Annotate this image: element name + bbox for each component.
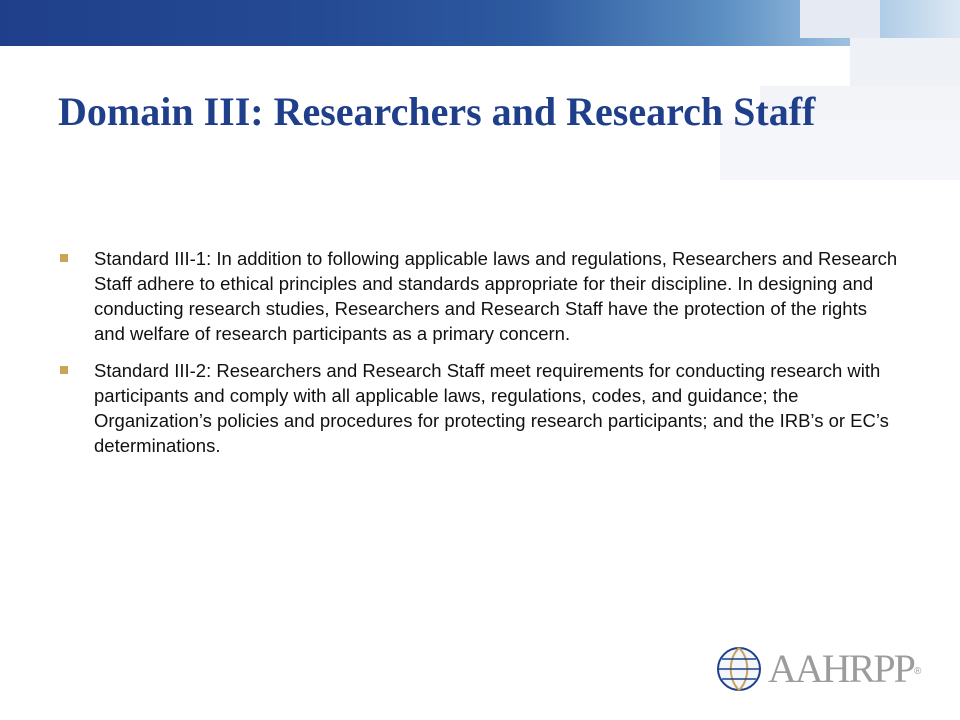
aahrpp-logo bbox=[716, 644, 926, 696]
bullet-list bbox=[58, 246, 898, 470]
decorative-step bbox=[800, 0, 880, 38]
slide-title: Domain III: Researchers and Research Staff bbox=[58, 89, 816, 134]
square-bullet-icon bbox=[60, 254, 68, 262]
bullet-item bbox=[58, 246, 898, 346]
bullet-text: Standard III-1: In addition to following applicable laws and regulations, Researchers and Research Staff adhere to ethical principles and standards appropriate for their discipline. In designing and conducting research studies, Researchers and Research Staff have the protection of the rights and welfare of research participants as a primary concern. bbox=[94, 248, 898, 344]
bullet-text: Standard III-2: Researchers and Research Staff meet requirements for conducting research with participants and comply with all applicable laws, regulations, codes, and guidance; the Organization’s policies and procedures for protecting research participants; and the IRB’s or EC’s determinations. bbox=[94, 360, 889, 456]
globe-icon bbox=[716, 646, 762, 692]
logo-text: AAHRPP bbox=[768, 646, 914, 691]
bullet-item bbox=[58, 358, 898, 458]
square-bullet-icon bbox=[60, 366, 68, 374]
registered-mark: ® bbox=[914, 666, 922, 677]
